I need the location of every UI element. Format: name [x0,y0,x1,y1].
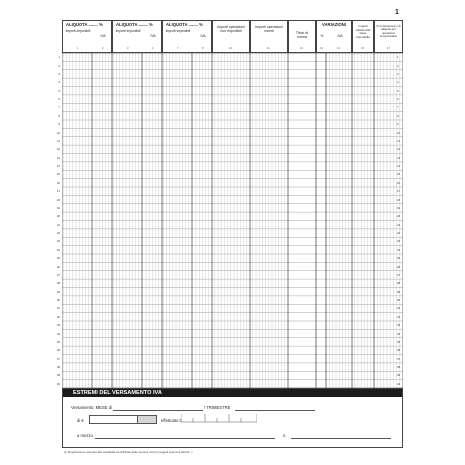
row-number: 22 [56,231,60,236]
row-number: 26 [397,264,401,269]
vat-register-table [62,20,403,388]
a-mezzo-field[interactable] [95,438,275,439]
aliquota-title: ALIQUOTA ........ % [66,22,103,27]
row-number: 38 [397,365,401,370]
row-number: 18 [397,197,401,202]
iva-label: IVA [100,34,106,38]
column-number: 7 [177,47,179,50]
percent-label: % [320,34,324,38]
row-number: 34 [56,331,60,336]
register-grid [62,53,403,388]
versamento-label: Versamento: MESE di [71,405,112,410]
imponibili-label: Importi imponibili [65,29,91,33]
aliquota-group-3 [162,20,212,53]
titolo-norma-header [288,20,316,53]
a-mezzo-label: a mezzo [77,433,93,438]
aliquota-title: ALIQUOTA ........ % [166,22,203,27]
column-number: 4 [152,47,154,50]
row-number: 3 [58,71,60,76]
row-number: 1 [397,55,399,60]
euro-label: di € [77,418,84,423]
row-number: 36 [397,348,401,353]
row-number: 16 [397,180,401,185]
column-number: 8 [202,47,204,50]
row-number: 40 [397,381,401,386]
row-number: 37 [397,356,401,361]
row-number: 38 [56,365,60,370]
row-number: 16 [56,180,60,185]
row-number: 15 [56,172,60,177]
row-number: 5 [397,88,399,93]
row-number: 21 [397,222,401,227]
row-number: 2 [58,63,60,68]
row-number: 35 [56,339,60,344]
ruled-grid [62,53,403,388]
row-number: 25 [56,256,60,261]
row-number: 22 [397,231,401,236]
row-number: 24 [397,247,401,252]
row-number: 20 [56,214,60,219]
column-number: 15 [361,47,364,50]
row-number: 40 [56,381,60,386]
row-number: 25 [397,256,401,261]
row-number: 11 [397,138,400,143]
mese-field[interactable] [113,410,203,411]
row-number: 31 [397,306,401,311]
row-number: 39 [397,373,401,378]
iva-label: IVA [200,34,206,38]
variazioni-header [316,20,352,53]
row-number: 14 [397,164,401,169]
payment-details-section [62,388,403,448]
row-number: 33 [397,323,401,328]
row-number: 8 [397,113,399,118]
base-imponibile-header [352,20,374,53]
imponibili-label: Importi imponibili [165,29,191,33]
row-number: 31 [56,306,60,311]
column-number: 17 [387,47,390,50]
row-number: 7 [58,105,60,110]
row-number: 29 [56,289,60,294]
n-label: n. [283,433,287,438]
detrazione-header [374,20,403,53]
amount-field[interactable] [89,415,139,424]
row-number: 32 [56,314,60,319]
row-number: 8 [58,113,60,118]
row-number: 4 [397,80,399,85]
row-number: 12 [56,147,60,152]
row-number: 3 [397,71,399,76]
row-number: 14 [56,164,60,169]
column-number: 11 [267,47,270,50]
row-number: 26 [56,264,60,269]
column-number: 10 [229,47,232,50]
row-number: 5 [58,88,60,93]
effettuato-label: effettuato il [161,418,182,423]
esenti-header [250,20,288,53]
row-number: 24 [56,247,60,252]
trimestre-field[interactable] [235,410,315,411]
payment-section-title: ESTREMI DEL VERSAMENTO IVA [63,389,402,397]
row-number: 33 [56,323,60,328]
row-number: 34 [397,331,401,336]
row-number: 6 [397,97,399,102]
row-number: 10 [56,130,60,135]
n-field[interactable] [291,438,391,439]
row-number: 23 [397,239,401,244]
detrazione-label: % di detrazione o di aliquota per operazioni compensative [376,24,401,39]
non-imponibili-header [212,20,250,53]
row-number: 19 [56,205,60,210]
row-number: 19 [397,205,401,210]
row-number: 9 [397,122,399,127]
row-number: 39 [56,373,60,378]
column-number: 3 [127,47,129,50]
row-number: 1 [58,55,60,60]
titolo-norma-label: Titolo di norma [295,31,309,40]
aliquota-group-2 [112,20,162,53]
row-number: 6 [58,97,60,102]
row-number: 13 [397,155,401,160]
row-number: 30 [56,298,60,303]
row-number: 20 [397,214,401,219]
row-number: 36 [56,348,60,353]
row-number: 4 [58,80,60,85]
variazioni-title: VARIAZIONI [322,22,346,27]
column-number: 14 [337,47,340,50]
aliquota-title: ALIQUOTA ........ % [116,22,153,27]
row-number: 9 [58,122,60,127]
imponibili-label: Importi imponibili [115,29,141,33]
row-number: 10 [397,130,401,135]
row-number: 21 [56,222,60,227]
row-number: 28 [397,281,401,286]
row-number: 27 [397,272,401,277]
footnote: (1) Registrazione riservata alle contabilità semplificate delle imprese minori (soggetti esercenti attività...) [64,450,193,454]
aliquota-group-1 [62,20,112,53]
iva-label: IVA [150,34,156,38]
row-number: 29 [397,289,401,294]
row-number: 18 [56,197,60,202]
row-number: 32 [397,314,401,319]
non-imponibili-label: Importi operazioni non imponibili [217,25,245,34]
row-number: 37 [56,356,60,361]
trimestre-label: / TRIMESTRE [204,405,231,410]
row-number: 23 [56,239,60,244]
row-number: 11 [57,138,60,143]
esenti-label: Importi operazioni esenti [255,25,283,34]
iva-label: IVA [337,34,343,38]
row-number: 12 [397,147,401,152]
base-imponibile-label: Importi relativi alla base imponibile [355,24,371,40]
amount-decimal-field[interactable] [137,415,157,424]
row-number: 15 [397,172,401,177]
row-number: 17 [56,189,60,194]
column-number: 12 [300,47,303,50]
row-number: 13 [56,155,60,160]
column-number: 1 [77,47,79,50]
row-number: 2 [397,63,399,68]
row-number: 17 [397,189,401,194]
row-number: 35 [397,339,401,344]
row-number: 30 [397,298,401,303]
row-number: 27 [56,272,60,277]
row-number: 7 [397,105,399,110]
column-number: 2 [102,47,104,50]
page-number: 1 [395,9,399,16]
date-field[interactable] [181,414,257,423]
row-number: 28 [56,281,60,286]
column-number: 13 [320,47,323,50]
